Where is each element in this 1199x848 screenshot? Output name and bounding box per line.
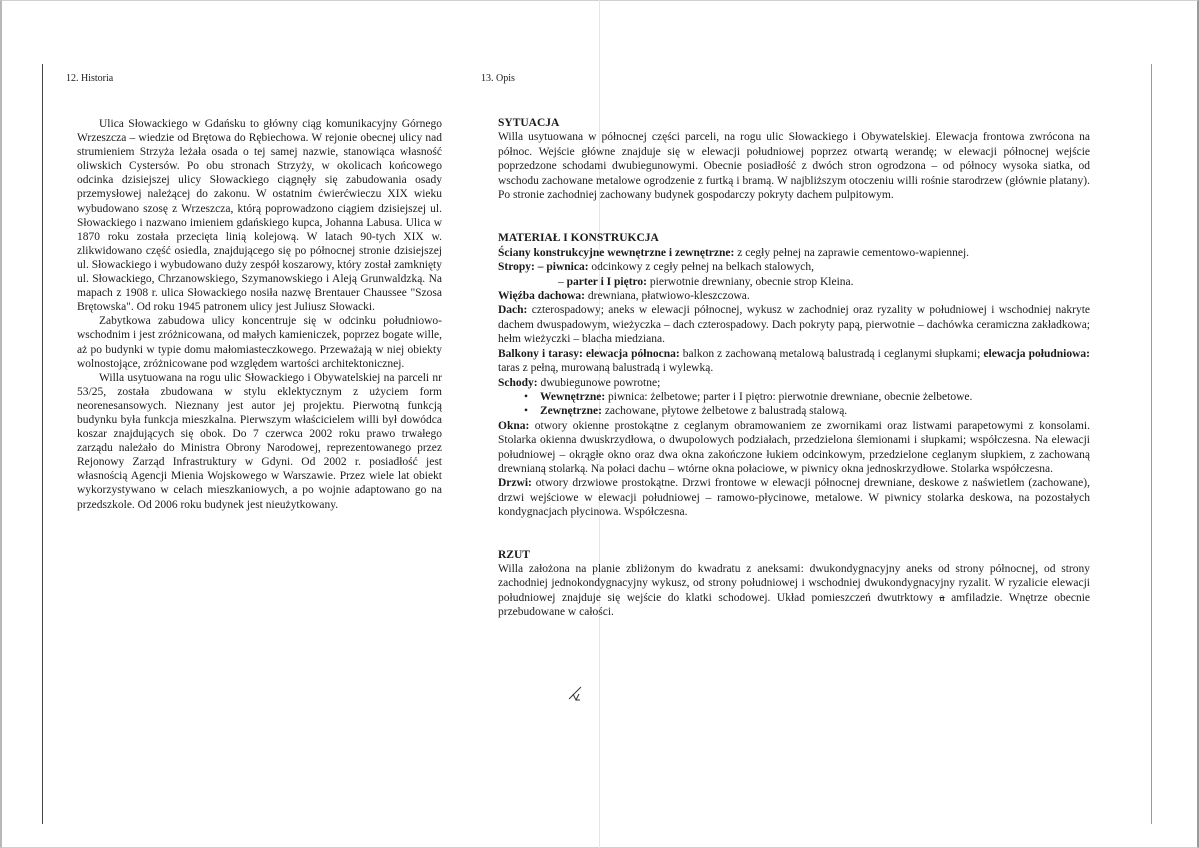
list-item (524, 404, 1090, 418)
balcony-label: Balkony i tarasy: elewacja północna: (498, 347, 680, 360)
doors-line (498, 476, 1090, 519)
ceilings-text: odcinkowy z cegły pełnej na belkach stalowych, (588, 261, 814, 274)
windows-text: otwory okienne prostokątne z ceglanym obramowaniem ze zwornikami oraz listwami parapetowymi z konsolami. Stolarka okienna dwuskrzydłowa, o dwupolowych podziałach, przedzielona ślemionami i słupkami; współczesna. Na elewacji południowej – okrągłe okno oraz dwa okna zakończone łukiem odcinkowym, przedzielone ceglanym słupkiem, z zachowaną drewnianą stolarką. Na połaci dachu – wtórne okna połaciowe, w piwnicy okna jednoskrzydłowe. Stolarka współczesna. (498, 419, 1090, 475)
stairs-line (498, 376, 1090, 390)
balcony-text: balkon z zachowaną metalową balustradą i ceglanymi słupkami; (679, 347, 981, 360)
floors-text: pierwotnie drewniany, obecnie strop Kleina. (647, 275, 854, 288)
stairs-text: dwubiegunowe powrotne; (537, 376, 661, 389)
plan-heading: RZUT (498, 548, 530, 561)
truss-line (498, 289, 1090, 303)
roof-line (498, 303, 1090, 346)
doors-text: otwory drzwiowe prostokątne. Drzwi frontowe w elewacji północnej drewniane, deskowe z naświetlem (zachowane), drzwi wejściowe w elewacji południowej – ramowo-płycinowe, metalowe. W piwnicy stolarka deskowa, na pozostałych kondygnacjach płycinowa. Współczesna. (498, 477, 1090, 519)
history-paragraph-2: Zabytkowa zabudowa ulicy koncentruje się w odcinku południowo-wschodnim i jest zróżnicowana, od małych kamieniczek, poprzez bogate wille, aż po budynki w typie domu małomiasteczkowego. Przeważają w niej obiekty wolnostojące, zróżnicowane pod względem wartości architektonicznej. (77, 315, 442, 370)
plan-correction: a (939, 591, 945, 604)
truss-label: Więźba dachowa: (498, 290, 585, 303)
balcony-south-text: taras z pełną, murowaną balustradą i wylewką. (498, 362, 714, 375)
right-margin-rule (1151, 64, 1152, 824)
stairs-external-label: Zewnętrzne: (540, 405, 602, 418)
situation-heading: SYTUACJA (498, 117, 560, 129)
running-head-right: 13. Opis (481, 73, 515, 84)
stairs-label: Schody: (498, 376, 538, 389)
doors-label: Drzwi: (498, 477, 532, 490)
truss-text: drewniana, płatwiowo-kleszczowa. (585, 290, 750, 303)
material-heading: MATERIAŁ I KONSTRUKCJA (498, 232, 659, 245)
floors-label: parter i I piętro: (566, 275, 648, 288)
stairs-external-text: zachowane, płytowe żelbetowe z balustradą stalową. (601, 405, 848, 418)
windows-label: Okna: (498, 419, 530, 432)
situation-text: Willa usytuowana w północnej części parceli, na rogu ulic Słowackiego i Obywatelskiej. Elewacja frontowa zwrócona na północ. Wejście główne znajduje się w elewacji południowej poprzez otwartą werandę; w elewacji północnej wejście poprzedzone schodami dwubiegunowymi. Obecnie posiadłość z dwóch stron ogrodzona – od północy wysoka siatka, od wschodu zachowane metalowe ogrodzenie z furtką i bramą. W najbliższym otoczeniu willi rośnie starodrzew (głównie platany). Po stronie zachodniej zachowany budynek gospodarczy pokryty dachem pulpitowym. (498, 131, 1090, 202)
handwritten-correction-mark-icon (567, 683, 591, 703)
windows-line (498, 419, 1090, 477)
bullet-icon: • (524, 390, 529, 403)
list-item (524, 390, 1090, 404)
history-column (77, 117, 442, 512)
balcony-south-label: elewacja południowa: (983, 347, 1090, 360)
walls-line (498, 246, 1090, 260)
walls-label: Ściany konstrukcyjne wewnętrzne i zewnętrzne: (498, 246, 735, 259)
roof-text: czterospadowy; aneks w elewacji północnej, wykusz w zachodniej oraz ryzality w południowej i wschodniej nakryte dachem dwuspadowym, wieżyczka – dach czterospadowy. Dach pokryty papą, pierwotnie – dachówka ceramiczna zakładkowa; hełm wieżyczki – blacha miedziana. (498, 304, 1090, 346)
left-margin-rule (42, 64, 43, 824)
description-column (498, 116, 1090, 620)
bullet-icon: • (524, 405, 529, 418)
history-paragraph-3: Willa usytuowana na rogu ulic Słowackiego i Obywatelskiej na parceli nr 53/25, została zbudowana w stylu eklektycznym z użyciem form neorenesansowych. Nieznany jest autor jej projektu. Pierwotną funkcją budynku była funkcja mieszkalna. Pierwszym właścicielem willi był dowódca koszar znajdujących się obok. Do 7 czerwca 2002 roku prawo trwałego zarządu należało do Ministra Obrony Narodowej, reprezentowanego przez Rejonowy Zarząd Infrastruktury w Gdyni. Od 2002 r. posiadłość jest własnością Agencji Mienia Wojskowego w Warszawie. Przez wiele lat obiekt wykorzystywano w celach mieszkaniowych, a po wojnie adaptowano go na przedszkole. Od 2006 roku budynek jest nieużytkowany. (77, 371, 442, 511)
plan-text-after: amfiladzie. Wnętrze obecnie przebudowane w całości. (498, 591, 1090, 619)
plan-text-before: Willa założona na planie zbliżonym do kwadratu z aneksami: dwukondygnacyjny aneks od strony północnej, od strony zachodniej jednokondygnacyjny wykusz, od strony południowej i wschodniej dwukondygnacyjny ryzalit. W ryzalicie elewacji południowej znajduje się wejście do klatki schodowej. Układ pomieszczeń dwutrktowy (498, 562, 1090, 604)
stairs-internal-text: piwnica: żelbetowe; parter i I piętro: pierwotnie drewniane, obecnie żelbetowe. (605, 390, 973, 403)
walls-text: z cegły pełnej na zaprawie cementowo-wapiennej. (734, 246, 970, 259)
balcony-line (498, 347, 1090, 376)
ceilings-line (498, 260, 1090, 274)
history-paragraph-1: Ulica Słowackiego w Gdańsku to główny ciąg komunikacyjny Górnego Wrzeszcza – wiedzie od Brętowa do Rębiechowa. W rejonie obecnej ulicy nad strumieniem Strzyża leżała osada o tej samej nazwie, stanowiąca własność oliwskich Cystersów. Po obu stronach Strzyży, w okolicach końcowego odcinka dzisiejszej ulicy Słowackiego ciągnęły się zabudowania osady przemysłowej należącej do zakonu. W ostatnim ćwierćwieczu XIX wieku wybudowano szosę z Wrzeszcza, którą poprowadzono ciągiem dzisiejszej ul. Słowackiego i nazwano imieniem gdańskiego kupca, Johanna Labusa. Ulica w 1870 roku została przecięta linią kolejową. W latach 90-tych XIX w. zlikwidowano część osiedla, znajdującego się po północnej stronie dzisiejszej ul. Słowackiego i wybudowano duży zespół koszarowy, który został zamknięty ul. Słowackiego, Chrzanowskiego, Szymanowskiego i Aleją Grunwaldzką. Na mapach z 1908 r. ulica Słowackiego nosiła nazwę Brentauer Chaussee "Szosa Brętowska". Od roku 1945 patronem ulicy jest Juliusz Słowacki. (77, 118, 442, 314)
plan-text (498, 562, 1090, 620)
running-head-left: 12. Historia (66, 73, 114, 84)
floors-prefix: – (558, 275, 567, 288)
stairs-internal-label: Wewnętrzne: (540, 390, 606, 403)
ceilings-label: Stropy: – piwnica: (498, 261, 589, 274)
stairs-list (498, 390, 1090, 419)
floors-line (498, 275, 1090, 289)
roof-label: Dach: (498, 304, 528, 317)
